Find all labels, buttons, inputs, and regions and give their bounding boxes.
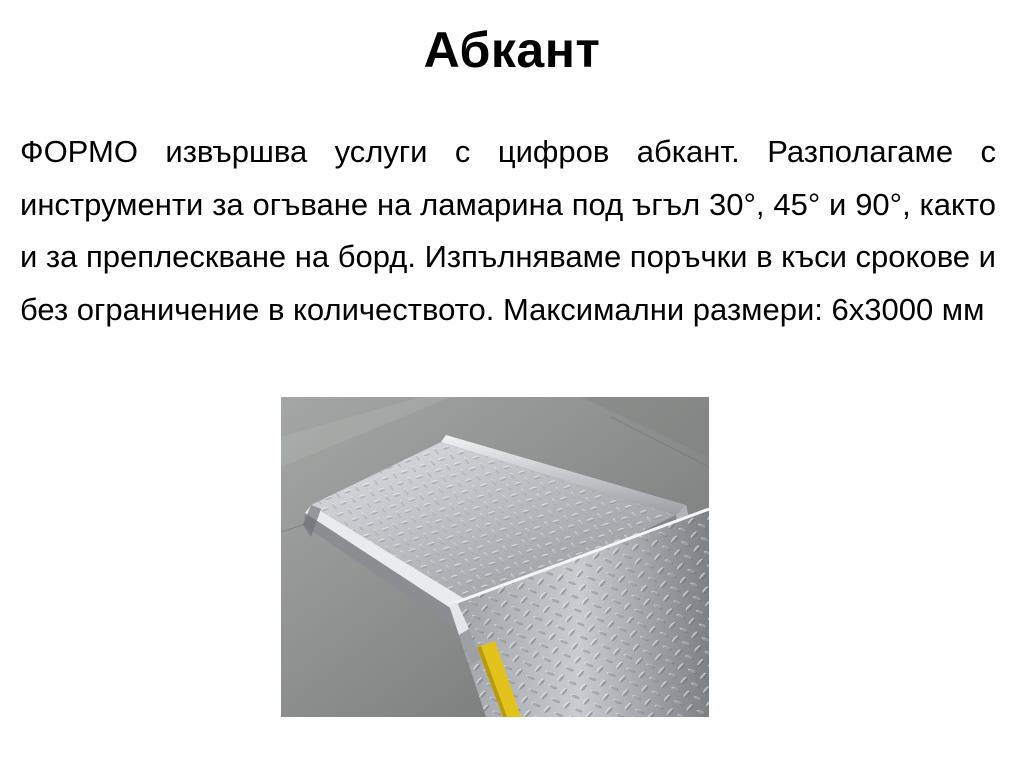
slide-body-text: ФОРМО извършва услуги с цифров абкант. Разполагаме с инструменти за огъване на ламарина под ъгъл 30°, 45° и 90°, както и за преплескване на борд. Изпълняваме поръчки в къси срокове и без ограничение в количеството. Максимални размери: 6х3000 мм [20,134,996,327]
slide-title: Абкант [423,22,601,78]
bent-checker-plate-photo [281,397,709,717]
